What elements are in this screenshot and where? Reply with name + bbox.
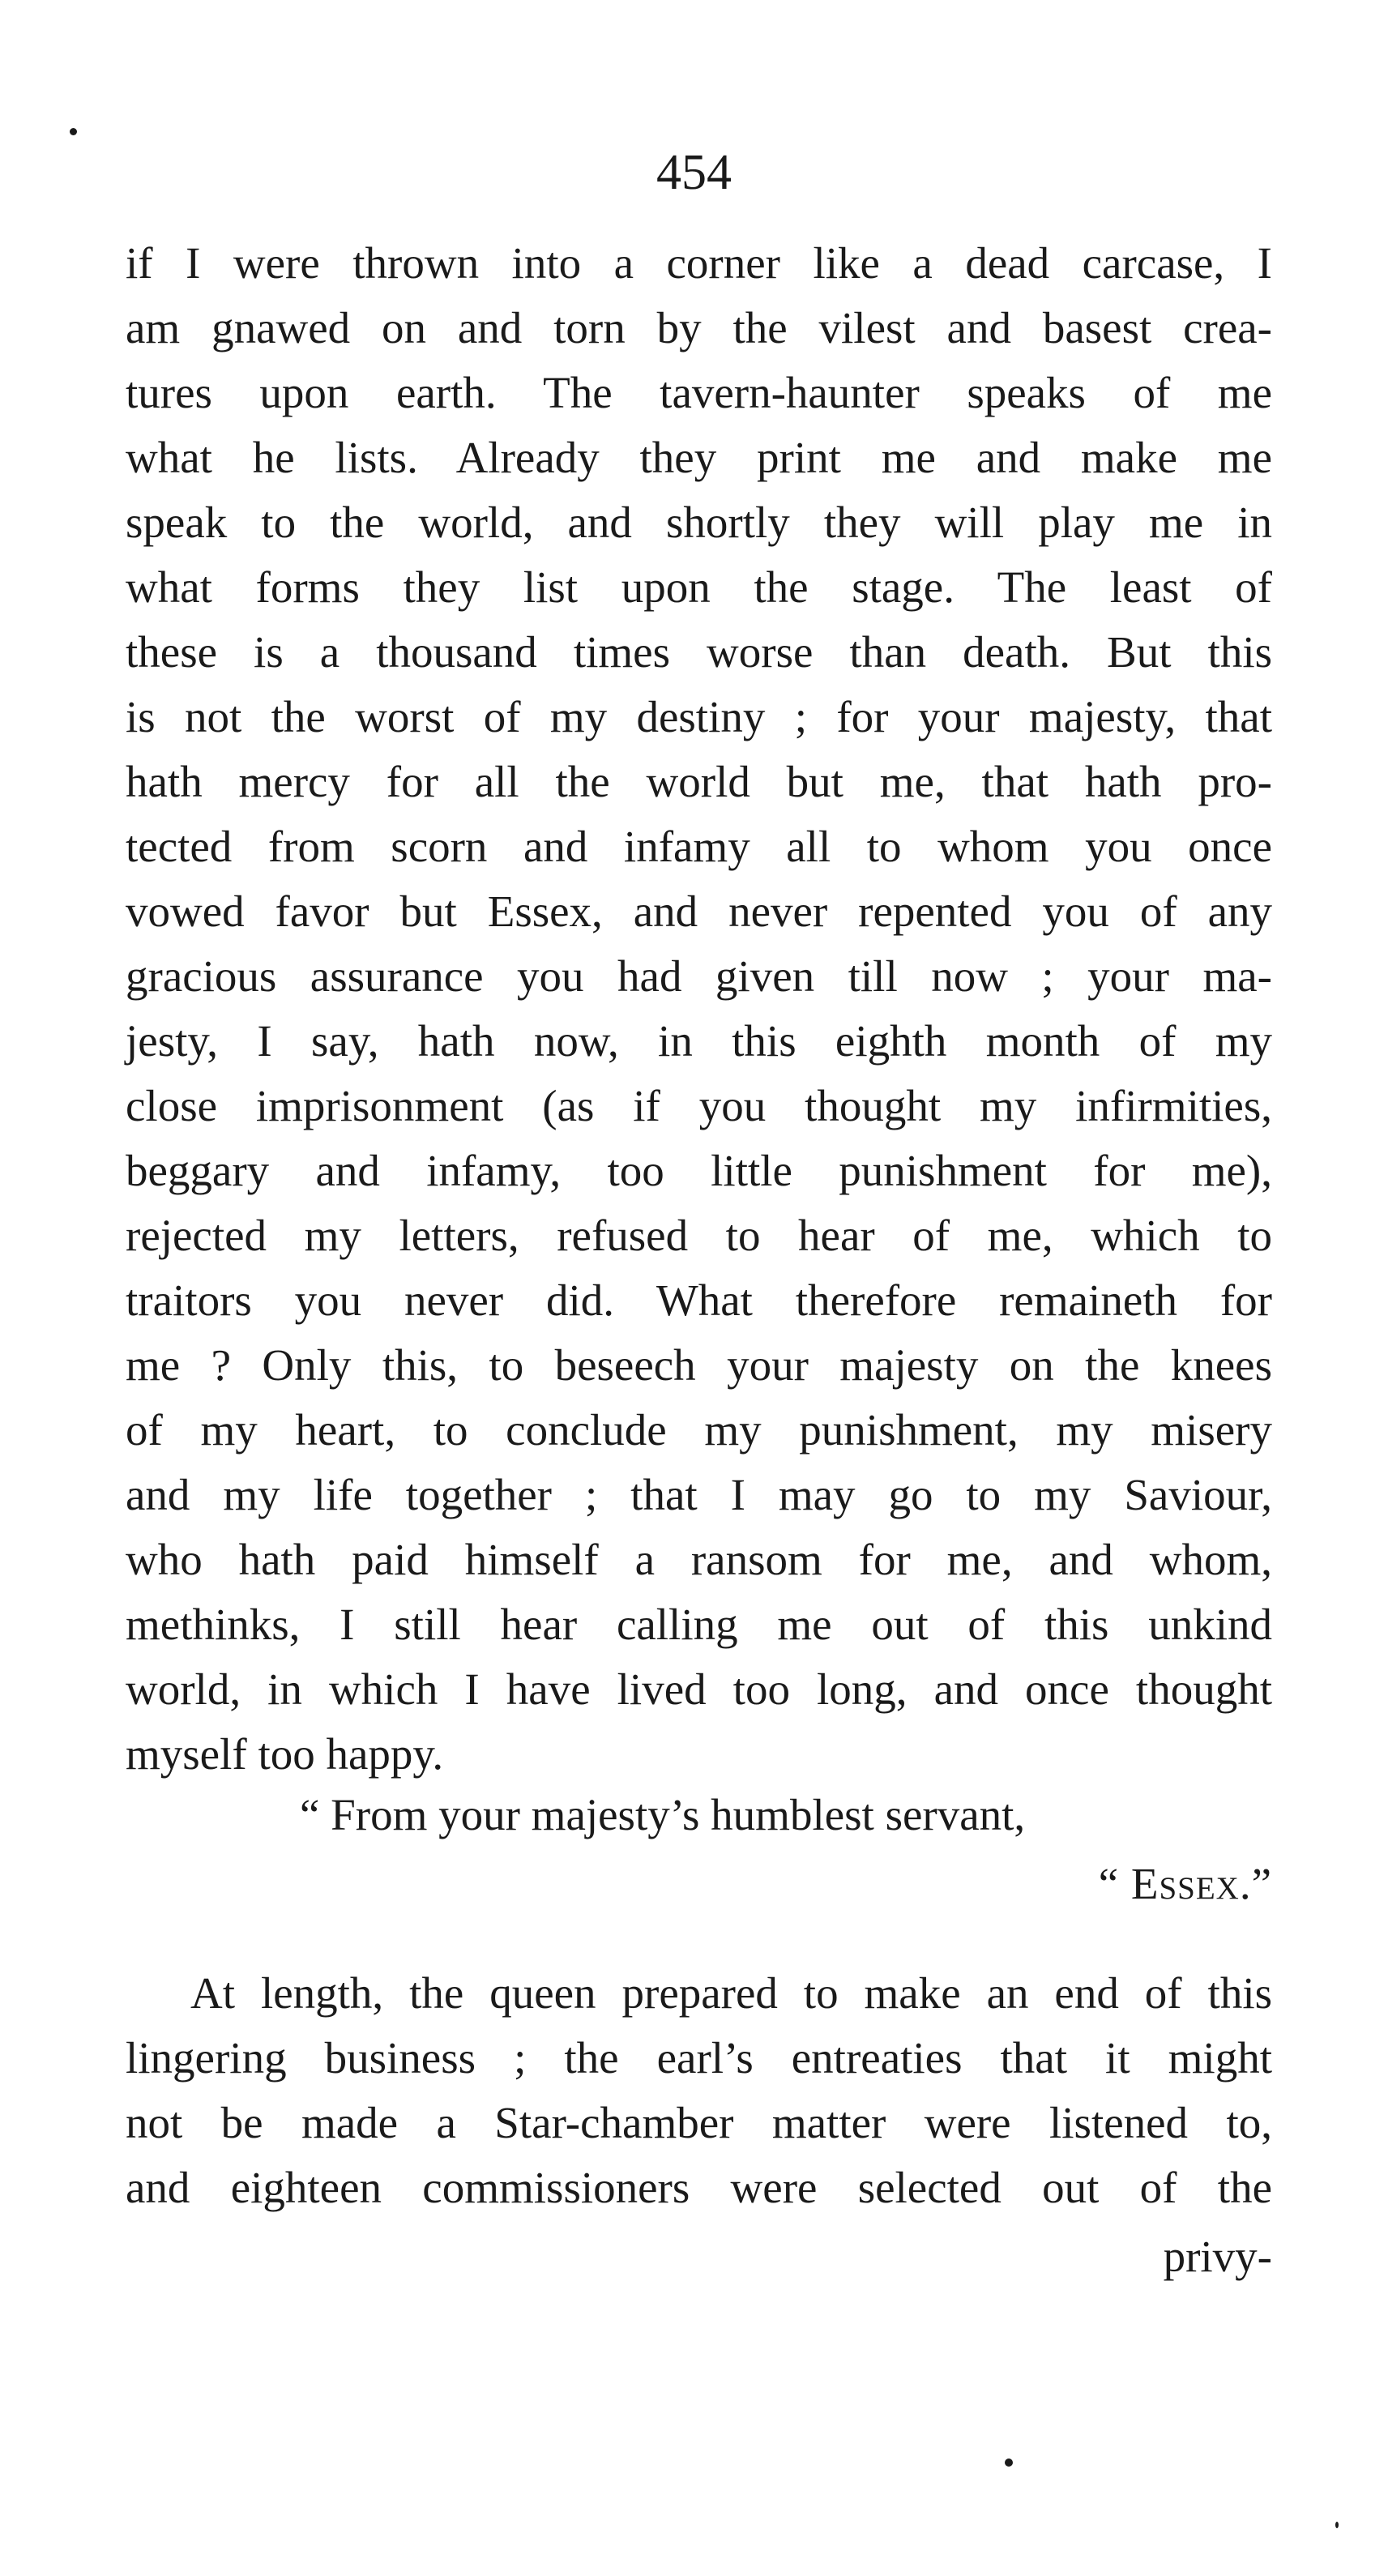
- text-line: lingering business ; the earl’s entreaties that it might: [126, 2033, 1272, 2083]
- text-line: if I were thrown into a corner like a dead carcase, I: [126, 238, 1272, 288]
- letter-signature: “ Essex.”: [1098, 1859, 1272, 1908]
- text-line: myself too happy.: [126, 1729, 444, 1779]
- text-line: traitors you never did. What therefore remaineth for: [126, 1275, 1272, 1325]
- text-line: and eighteen commissioners were selected out of the: [126, 2163, 1272, 2212]
- text-line: of my heart, to conclude my punishment, my misery: [126, 1405, 1272, 1455]
- text-line: who hath paid himself a ransom for me, and whom,: [126, 1535, 1272, 1584]
- text-line: what he lists. Already they print me and make me: [126, 433, 1272, 482]
- text-line: is not the worst of my destiny ; for your majesty, that: [126, 692, 1272, 741]
- narrative-paragraph: [126, 1961, 1272, 2220]
- text-line: jesty, I say, hath now, in this eighth month of my: [126, 1016, 1272, 1066]
- text-line: tures upon earth. The tavern-haunter speaks of me: [126, 368, 1272, 417]
- text-line: these is a thousand times worse than death. But this: [126, 627, 1272, 677]
- text-line: what forms they list upon the stage. The least of: [126, 562, 1272, 612]
- text-line: world, in which I have lived too long, and once thought: [126, 1664, 1272, 1714]
- text-line: me ? Only this, to beseech your majesty on the knees: [126, 1340, 1272, 1390]
- text-line: gracious assurance you had given till now ; your ma-: [126, 951, 1272, 1001]
- scan-speck: [1335, 2522, 1339, 2528]
- text-line: close imprisonment (as if you thought my infirmities,: [126, 1081, 1272, 1130]
- scan-speck: [70, 128, 77, 135]
- letter-closing: “ From your majesty’s humblest servant,: [300, 1790, 1026, 1839]
- text-line: At length, the queen prepared to make an end of this: [190, 1968, 1272, 2018]
- text-line: and my life together ; that I may go to my Saviour,: [126, 1470, 1272, 1519]
- text-line: tected from scorn and infamy all to whom you once: [126, 822, 1272, 871]
- text-line: speak to the world, and shortly they will play me in: [126, 498, 1272, 547]
- letter-body: [126, 231, 1272, 1787]
- scan-speck: [1005, 2459, 1013, 2467]
- text-line: hath mercy for all the world but me, that hath pro-: [126, 757, 1272, 806]
- text-line: beggary and infamy, too little punishment for me),: [126, 1146, 1272, 1195]
- text-line: am gnawed on and torn by the vilest and basest crea-: [126, 303, 1272, 352]
- text-line: rejected my letters, refused to hear of me, which to: [126, 1211, 1272, 1260]
- text-line: not be made a Star-chamber matter were listened to,: [126, 2098, 1272, 2147]
- page-number: 454: [656, 145, 732, 200]
- text-line: vowed favor but Essex, and never repented you of any: [126, 886, 1272, 936]
- text-line: methinks, I still hear calling me out of this unkind: [126, 1600, 1272, 1649]
- catchword: privy-: [1163, 2232, 1272, 2281]
